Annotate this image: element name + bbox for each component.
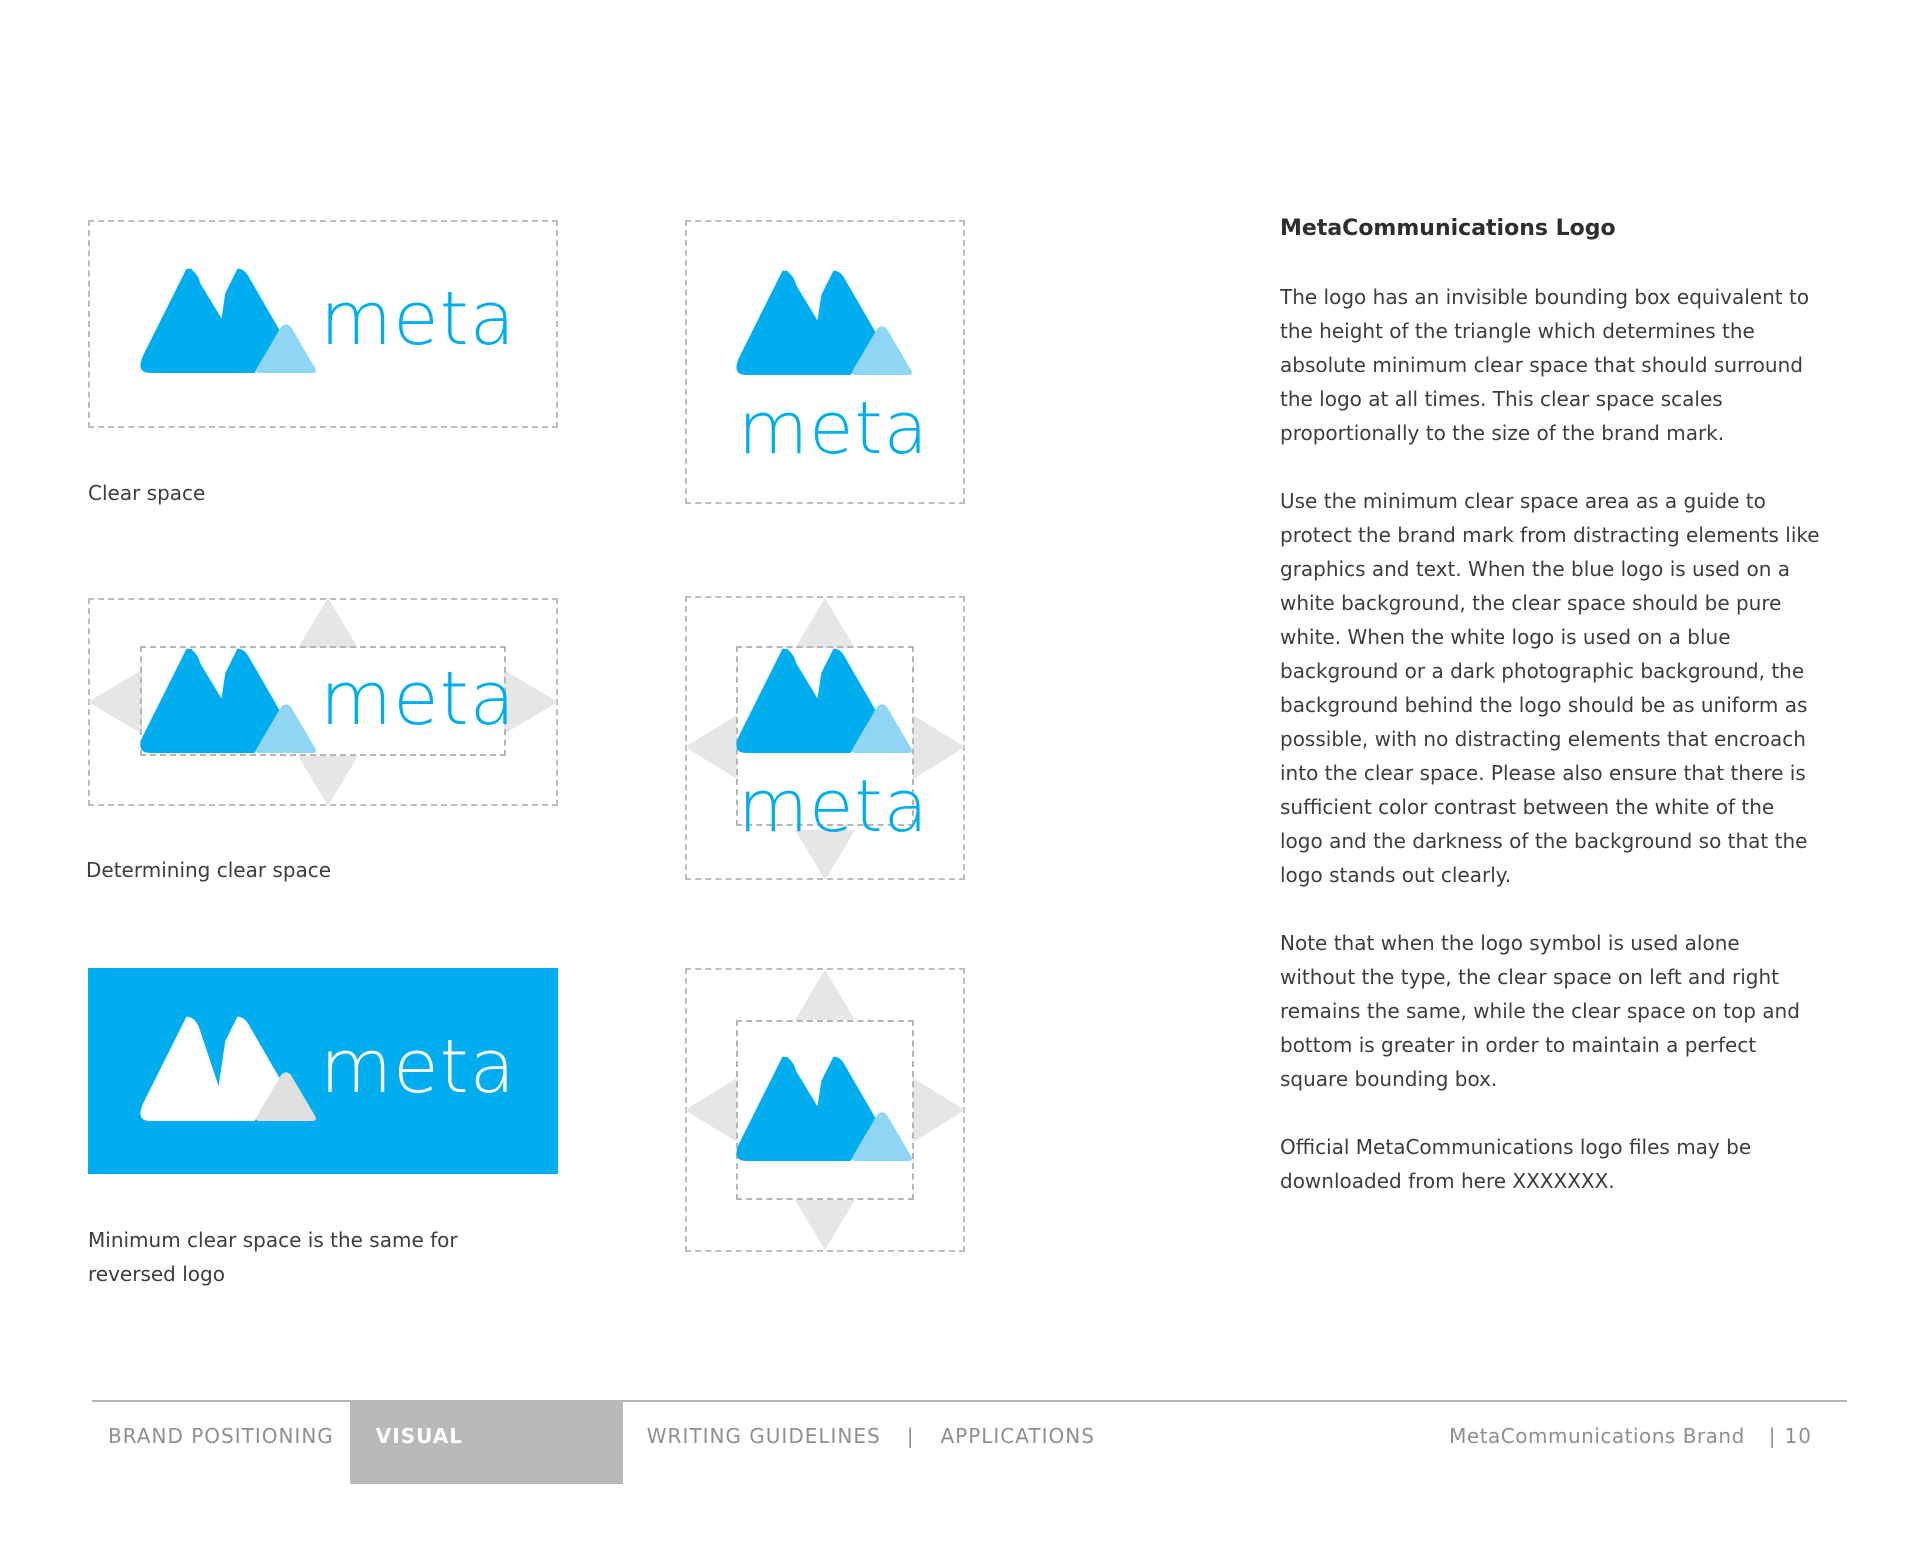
article-title: MetaCommunications Logo — [1280, 216, 1616, 241]
arrow-left-icon — [88, 670, 142, 734]
nav-item-applications[interactable]: APPLICATIONS — [940, 1424, 1095, 1448]
nav-item-writing-guidelines[interactable]: WRITING GUIDELINES — [646, 1424, 881, 1448]
arrow-left-icon — [685, 715, 737, 779]
arrow-down-icon — [298, 756, 358, 806]
logo-mark-icon — [138, 268, 320, 376]
logo-mark-icon — [734, 270, 916, 378]
article-paragraph: Use the minimum clear space area as a guide to protect the brand mark from distracting elements like graphics and text. When the blue logo is used on a white background, the clear space should be pure white. When the white logo is used on a blue background or a dark photographic background, the background behind the logo should be as uniform as possible, with no distracting elements that encroach into the clear space. Please also ensure that there is sufficient color contrast between the white of the logo and the darkness of the background so that the logo stands out clearly. — [1280, 489, 1820, 887]
arrow-up-icon — [795, 598, 855, 648]
footer-page-info — [1449, 1400, 1812, 1484]
footer-brand: MetaCommunications Brand — [1449, 1424, 1745, 1448]
article-paragraph: Official MetaCommunications logo files may be downloaded from here XXXXXXX. — [1280, 1135, 1752, 1193]
logo-wordmark: meta — [320, 276, 516, 362]
arrow-up-icon — [795, 970, 855, 1020]
logo-mark-icon — [138, 1016, 320, 1124]
footer-nav — [92, 1400, 1095, 1520]
arrow-up-icon — [298, 598, 358, 648]
arrow-down-icon — [795, 1200, 855, 1250]
page-number: 10 — [1784, 1424, 1812, 1448]
caption-clear-space: Clear space — [88, 481, 206, 505]
footer-page-separator: | — [1768, 1424, 1777, 1448]
arrow-right-icon — [913, 1078, 965, 1142]
logo-mark-icon — [734, 648, 916, 756]
article — [1280, 212, 1820, 1232]
nav-item-visual-guidelines[interactable]: VISUAL GUIDELINES — [350, 1400, 623, 1484]
nav-separator: | — [906, 1424, 915, 1448]
article-paragraph: The logo has an invisible bounding box equivalent to the height of the triangle which determines the absolute minimum clear space that should surround the logo at all times. This clear space scales proportionally to the size of the brand mark. — [1280, 285, 1810, 445]
caption-reversed-logo: Minimum clear space is the same for reversed logo — [88, 1228, 458, 1286]
logo-mark-icon — [138, 648, 320, 756]
logo-mark-icon — [734, 1056, 916, 1164]
logo-wordmark: meta — [738, 386, 929, 470]
logo-wordmark: meta — [738, 764, 929, 848]
nav-item-brand-positioning[interactable]: BRAND POSITIONING — [108, 1424, 334, 1448]
article-paragraph: Note that when the logo symbol is used alone without the type, the clear space on left and right remains the same, while the clear space on top and bottom is greater in order to maintain a perfect square bounding box. — [1280, 931, 1800, 1091]
caption-determining-clear-space: Determining clear space — [86, 858, 332, 882]
logo-wordmark: meta — [320, 656, 516, 742]
logo-wordmark: meta — [320, 1024, 516, 1110]
arrow-left-icon — [685, 1078, 737, 1142]
article-body — [1280, 280, 1820, 1198]
